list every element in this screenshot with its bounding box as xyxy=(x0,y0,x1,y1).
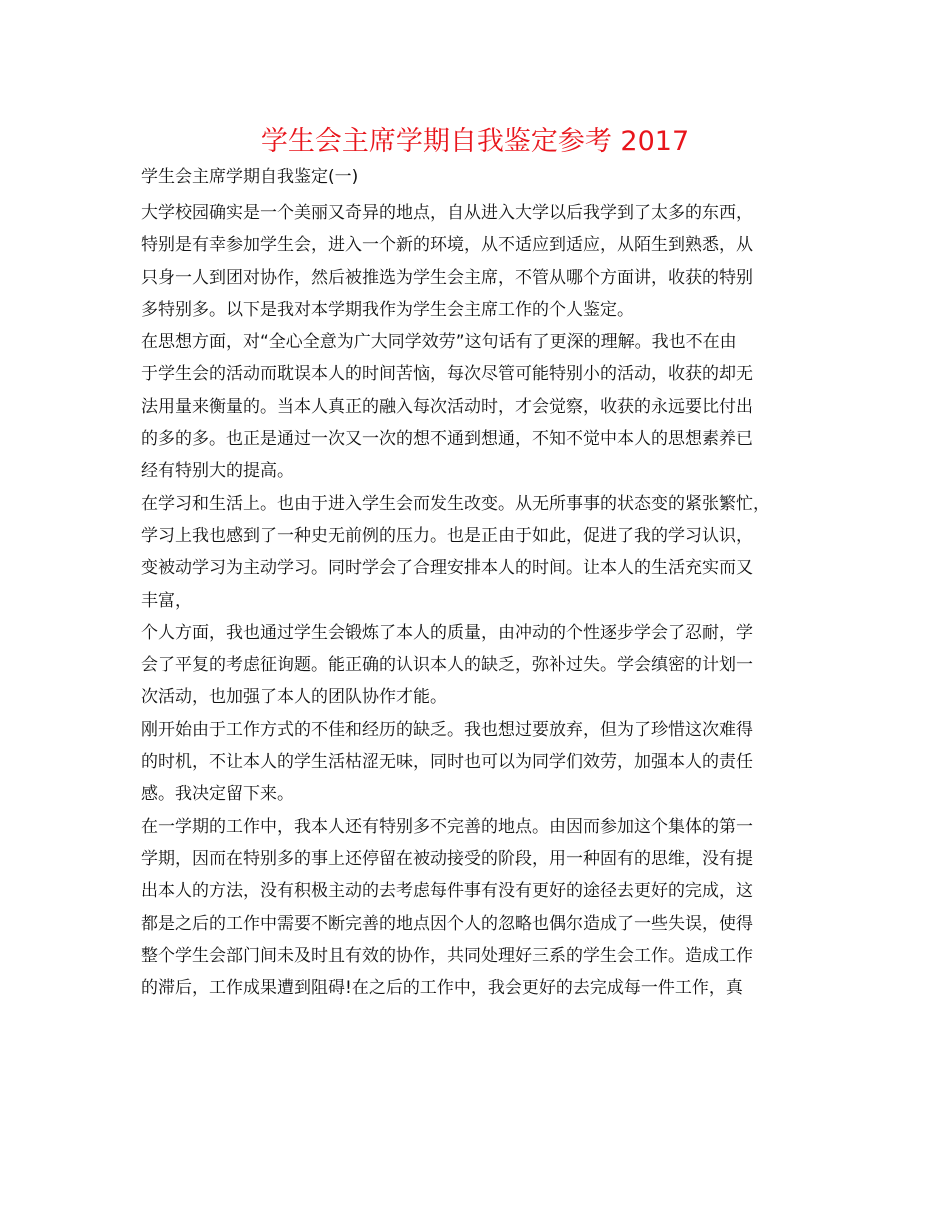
text-line: 出本人的方法，没有积极主动的去考虑每件事有没有更好的途径去更好的完成，这 xyxy=(141,881,753,902)
text-line: 次活动，也加强了本人的团队协作才能。 xyxy=(141,687,447,708)
text-line: 法用量来衡量的。当本人真正的融入每次活动时，才会觉察，收获的永远要比付出 xyxy=(141,396,753,417)
text-line: 特别是有幸参加学生会，进入一个新的环境，从不适应到适应，从陌生到熟悉，从 xyxy=(141,235,753,256)
text-line: 大学校园确实是一个美丽又奇异的地点，自从进入大学以后我学到了太多的东西， xyxy=(141,203,753,223)
text-line: 的滞后，工作成果遭到阻碍!在之后的工作中，我会更好的去完成每一件工作，真 xyxy=(141,978,743,999)
text-line: 个人方面，我也通过学生会锻炼了本人的质量，由冲动的个性逐步学会了忍耐，学 xyxy=(141,622,753,643)
text-line: 的时机，不让本人的学生活枯涩无味，同时也可以为同学们效劳，加强本人的责任 xyxy=(141,752,753,773)
document-body xyxy=(141,163,831,1004)
text-line: 学期，因而在特别多的事上还停留在被动接受的阶段，用一种固有的思维，没有提 xyxy=(141,848,753,869)
text-line: 学习上我也感到了一种史无前例的压力。也是正由于如此，促进了我的学习认识， xyxy=(141,525,753,546)
section-heading: 学生会主席学期自我鉴定(一) xyxy=(141,167,359,187)
text-line: 都是之后的工作中需要不断完善的地点因个人的忽略也偶尔造成了一些失误，使得 xyxy=(141,913,753,934)
document-title: 学生会主席学期自我鉴定参考 2017 xyxy=(260,126,690,157)
text-line: 会了平复的考虑征询题。能正确的认识本人的缺乏，弥补过失。学会缜密的计划一 xyxy=(141,655,753,676)
text-line: 丰富， xyxy=(141,590,192,611)
text-line: 感。我决定留下来。 xyxy=(141,784,294,805)
text-line: 变被动学习为主动学习。同时学会了合理安排本人的时间。让本人的生活充实而又 xyxy=(141,558,753,579)
text-line: 刚开始由于工作方式的不佳和经历的缺乏。我也想过要放弃，但为了珍惜这次难得 xyxy=(141,719,753,740)
text-line: 在学习和生活上。也由于进入学生会而发生改变。从无所事事的状态变的紧张繁忙， xyxy=(141,493,770,514)
text-line: 在思想方面，对“全心全意为广大同学效劳”这句话有了更深的理解。我也不在由 xyxy=(141,332,737,353)
text-line: 经有特别大的提高。 xyxy=(141,461,294,482)
text-line: 在一学期的工作中，我本人还有特别多不完善的地点。由因而参加这个集体的第一 xyxy=(141,816,753,837)
text-line: 只身一人到团对协作，然后被推选为学生会主席，不管从哪个方面讲，收获的特别 xyxy=(141,267,753,288)
text-line: 整个学生会部门间未及时且有效的协作，共同处理好三系的学生会工作。造成工作 xyxy=(141,945,753,966)
text-line: 的多的多。也正是通过一次又一次的想不通到想通，不知不觉中本人的思想素养已 xyxy=(141,429,753,450)
text-line: 于学生会的活动而耽误本人的时间苦恼，每次尽管可能特别小的活动，收获的却无 xyxy=(141,364,753,385)
text-line: 多特别多。以下是我对本学期我作为学生会主席工作的个人鉴定。 xyxy=(141,299,634,320)
